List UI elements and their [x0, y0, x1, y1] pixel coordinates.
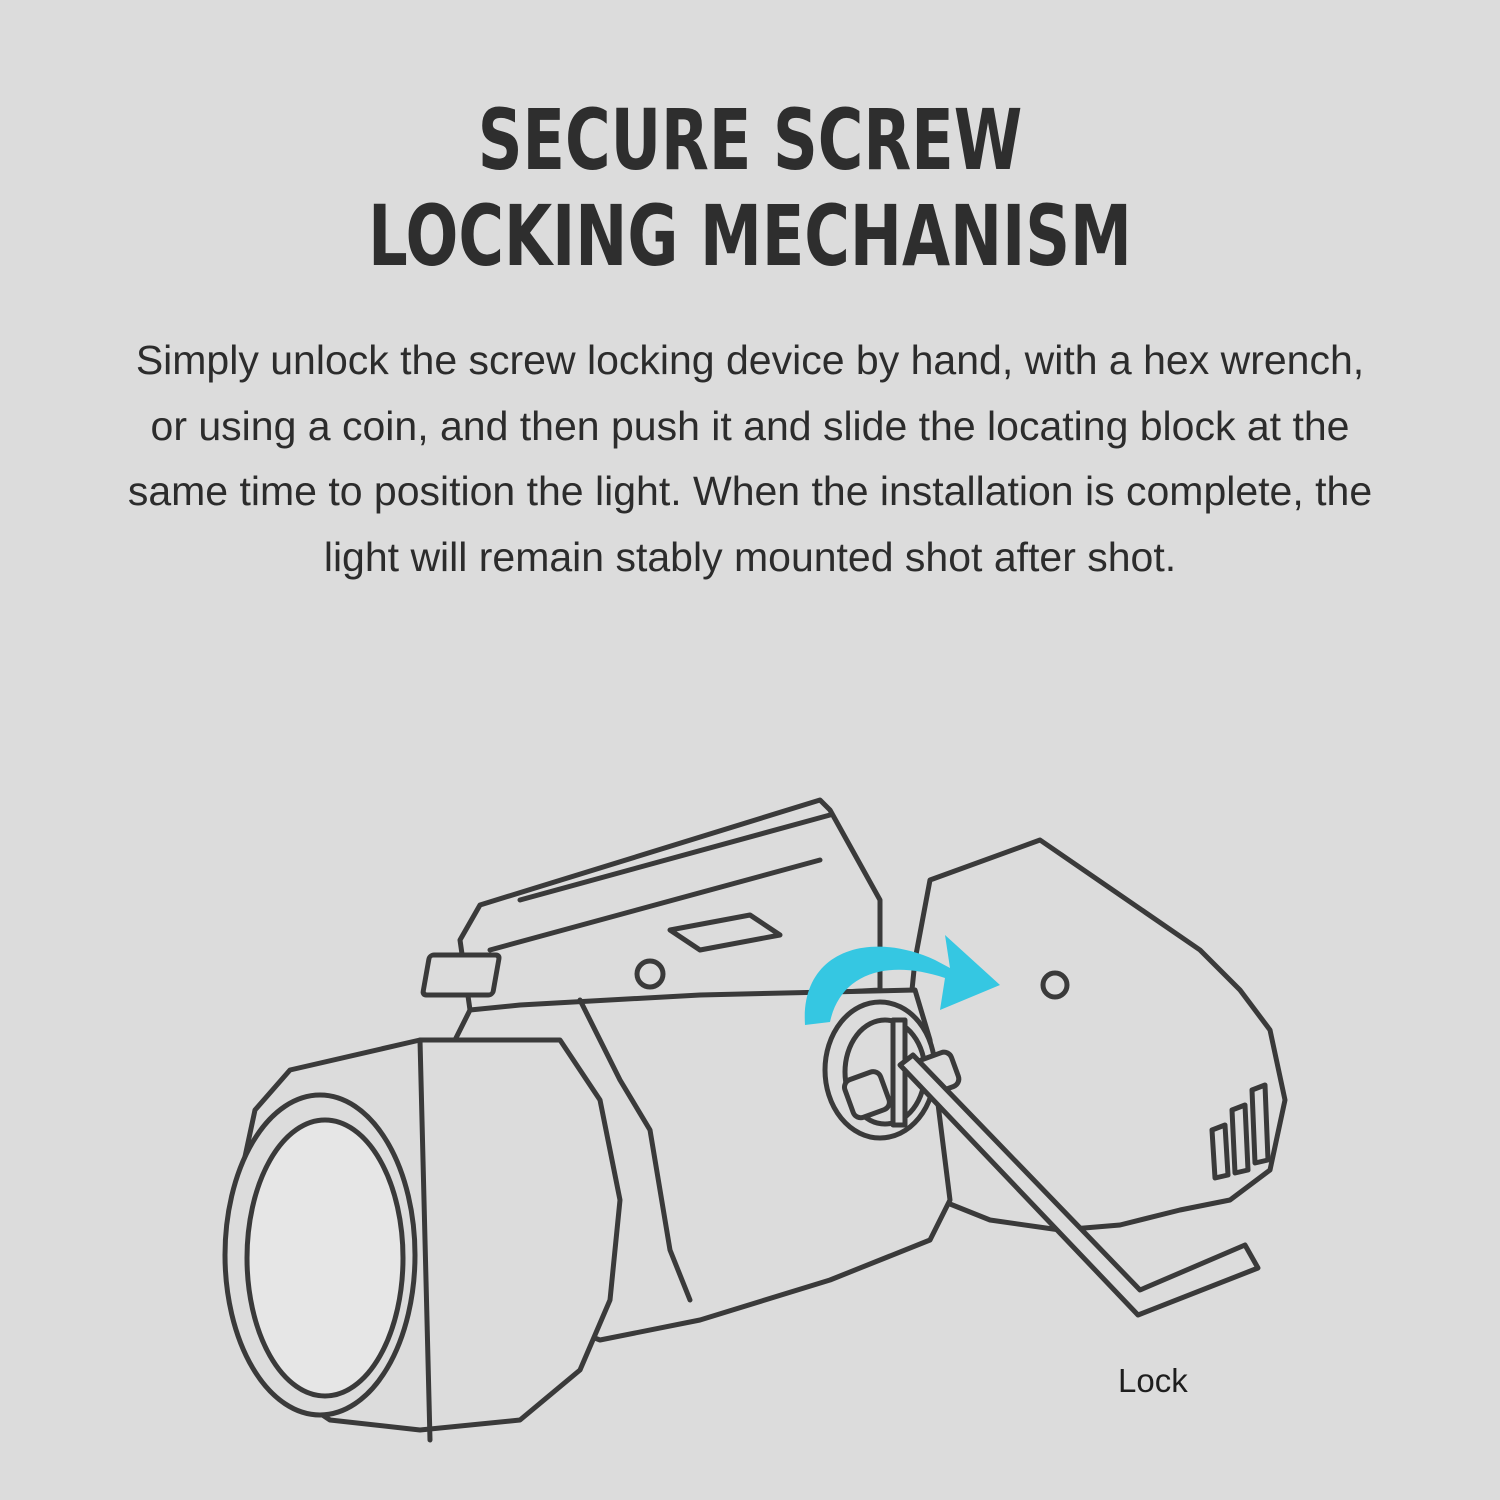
feature-headline: [195, 92, 1305, 284]
rear-grip-slot-1: [1212, 1125, 1228, 1178]
weapon-light-lock-illustration: [0, 760, 1500, 1500]
rear-pin: [1043, 973, 1067, 997]
lens: [247, 1120, 403, 1396]
feature-description: Simply unlock the screw locking device by hand, with a hex wrench, or using a coin, and then push it and slide the locating block at the same time to position the light. When the installation is complete, the light will remain stably mounted shot after shot.: [127, 337, 1373, 580]
rail-lug: [423, 955, 500, 995]
headline-line-1: SECURE SCREW: [477, 91, 1023, 189]
rail-screw: [637, 961, 663, 987]
knob-slot: [893, 1020, 905, 1125]
rear-grip-slot-3: [1252, 1085, 1268, 1163]
headline-line-2: LOCKING MECHANISM: [368, 187, 1132, 285]
lock-callout-label: Lock: [1118, 1362, 1188, 1399]
rear-grip-slot-2: [1232, 1105, 1248, 1173]
light-body-drawing: [225, 800, 1285, 1440]
